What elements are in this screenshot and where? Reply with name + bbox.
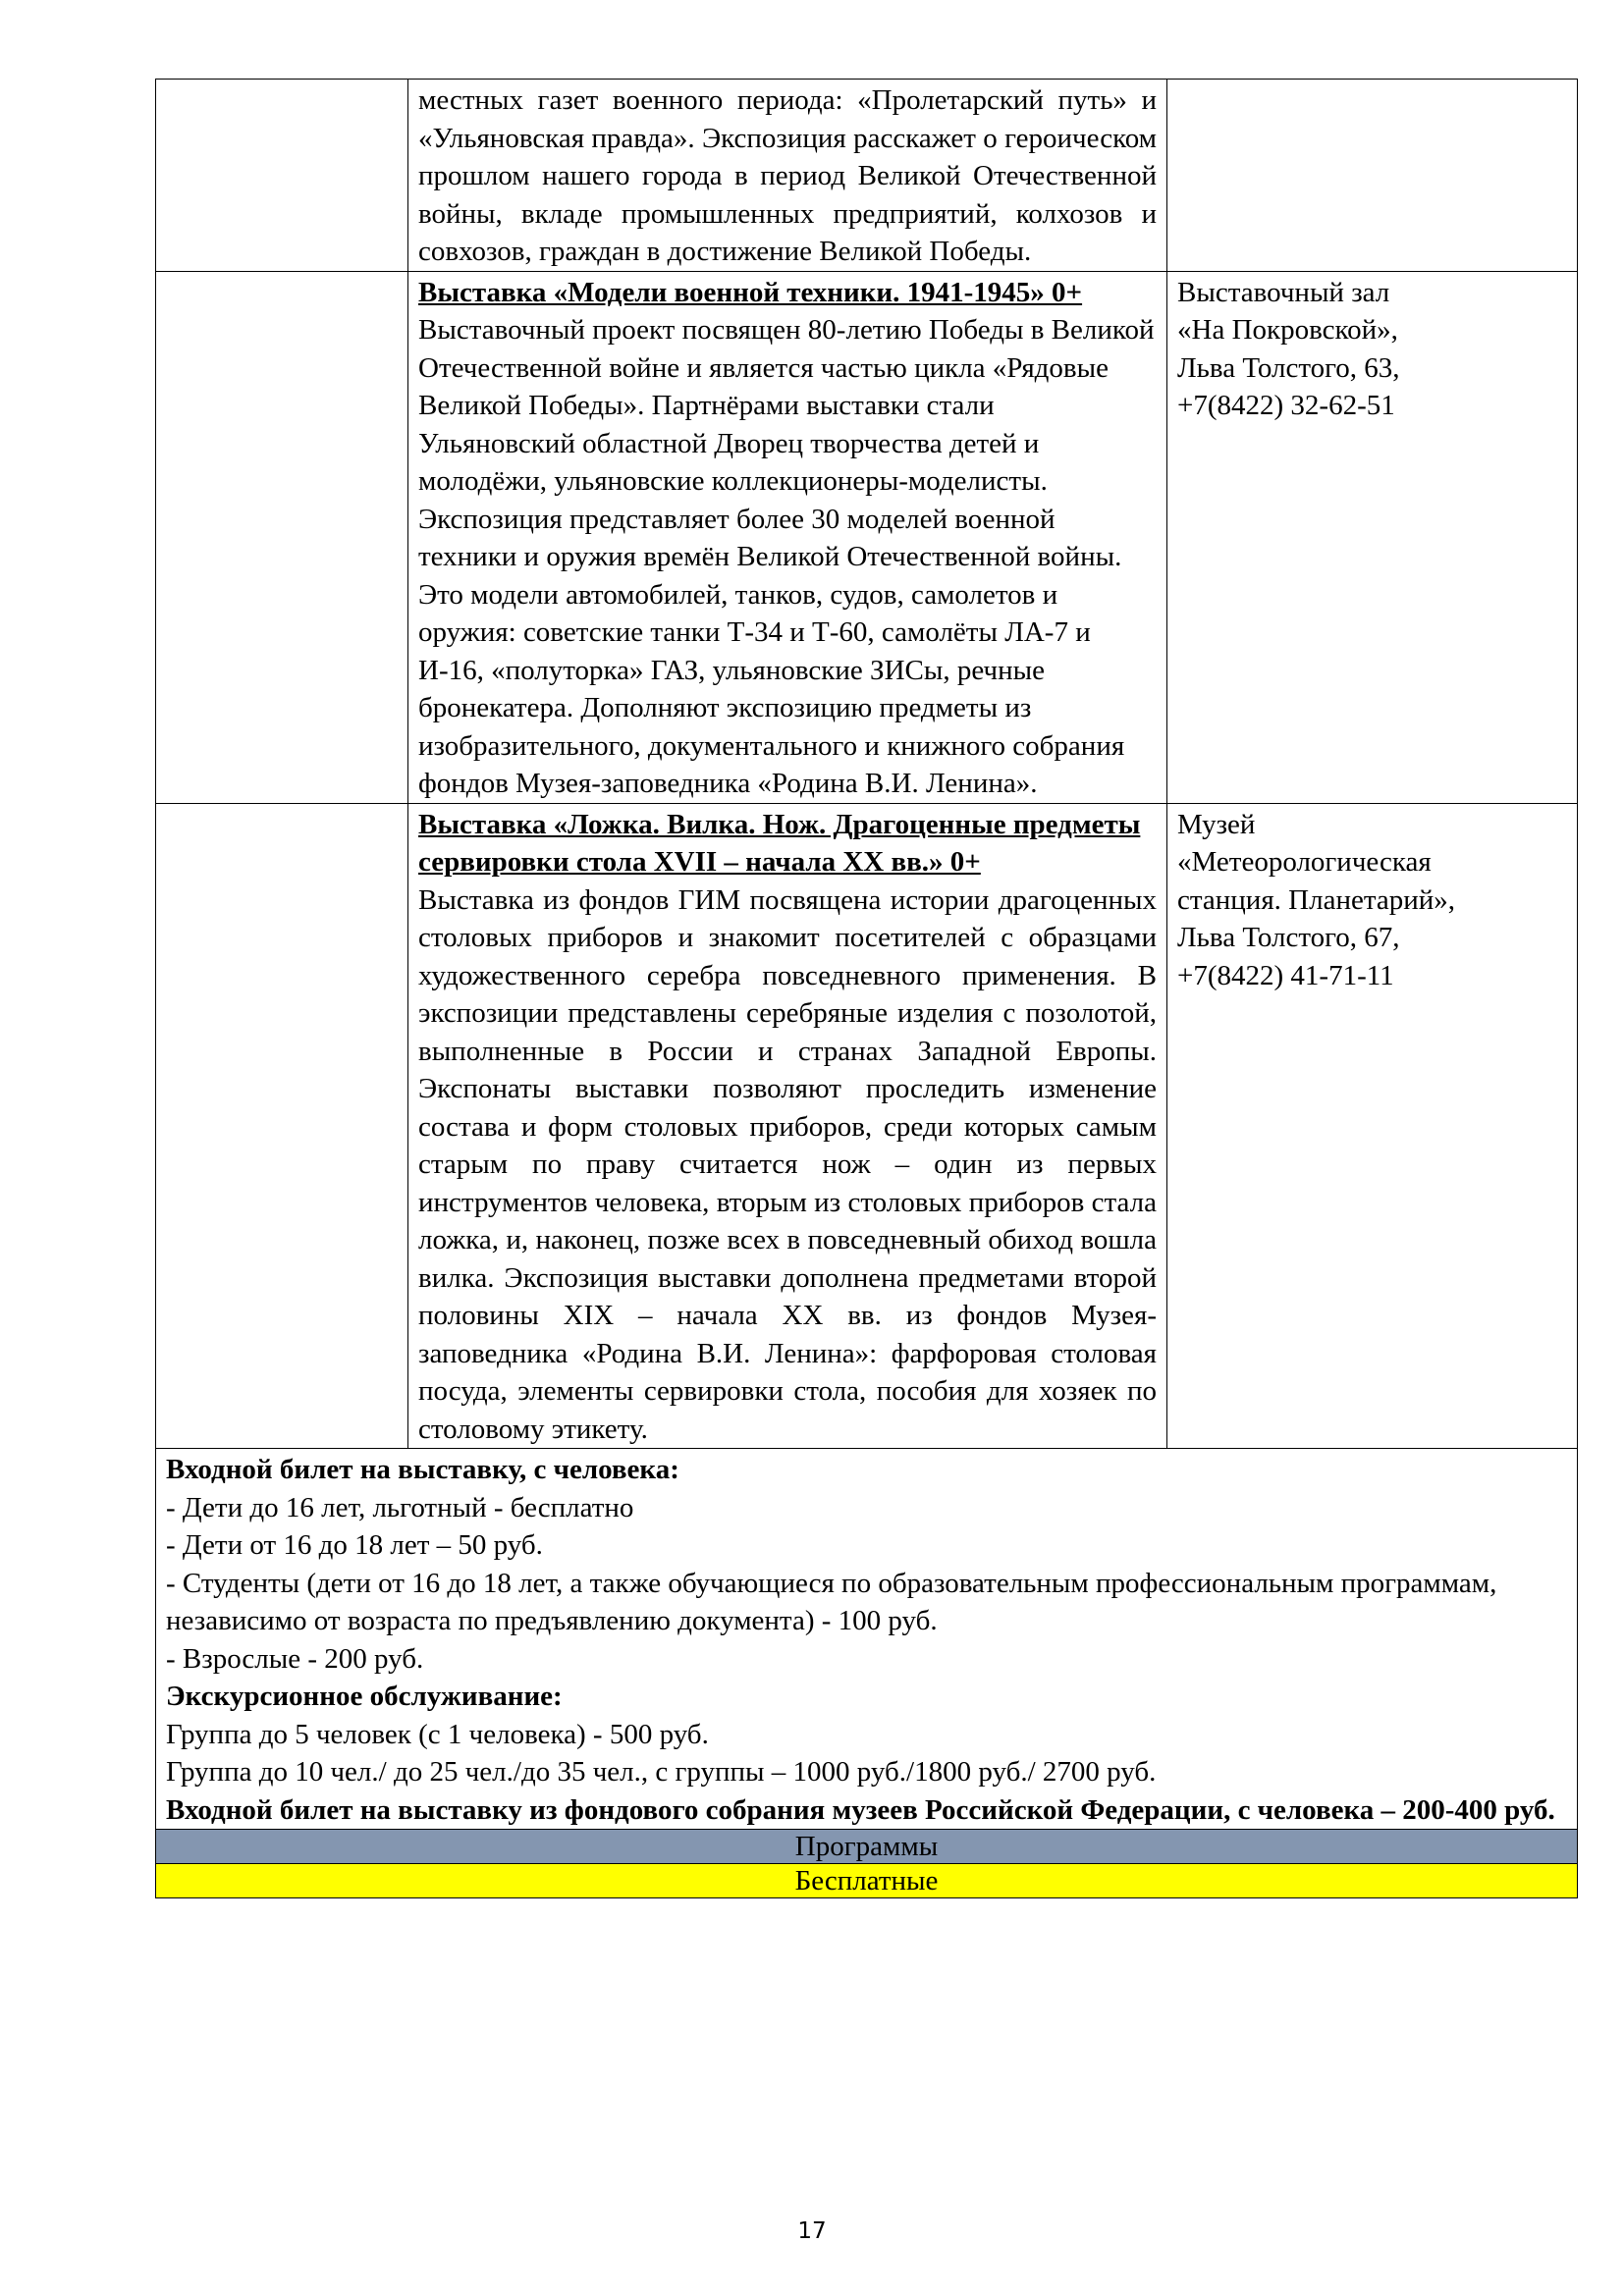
free-band-row <box>156 1864 1578 1898</box>
ticket-price-line: - Студенты (дети от 16 до 18 лет, а также обучающиеся по образовательным профессиональным программам, независимо от возраста по предъявлению документа) - 100 руб. <box>166 1567 1497 1636</box>
location-address: Льва Толстого, 63, <box>1177 351 1400 384</box>
excursion-heading: Экскурсионное обслуживание: <box>166 1681 563 1712</box>
location-phone: +7(8422) 32-62-51 <box>1177 390 1395 421</box>
free-band: Бесплатные <box>156 1864 1578 1898</box>
exhibit-title: Выставка «Модели военной техники. 1941-1945» 0+ <box>418 276 1083 308</box>
empty-cell <box>156 271 408 803</box>
ticket-price-line: - Дети до 16 лет, льготный - бесплатно <box>166 1491 634 1523</box>
programs-band-row <box>156 1830 1578 1864</box>
excursion-price-line: Группа до 10 чел./ до 25 чел./до 35 чел., с группы – 1000 руб./1800 руб./ 2700 руб. <box>166 1756 1157 1788</box>
tickets-heading: Входной билет на выставку, с человека: <box>166 1454 679 1485</box>
programs-band: Программы <box>156 1830 1578 1864</box>
location-line: Выставочный зал <box>1177 276 1390 308</box>
exhibit-title: Выставка «Ложка. Вилка. Нож. Драгоценные предметы сервировки стола XVII – начала XX вв.» 0+ <box>418 808 1141 878</box>
events-table <box>155 79 1578 1898</box>
location-phone: +7(8422) 41-71-11 <box>1177 959 1394 991</box>
table-row <box>156 271 1578 803</box>
location-line: Музей <box>1177 808 1256 840</box>
exhibit-cell <box>408 803 1167 1449</box>
tickets-row <box>156 1449 1578 1830</box>
exhibit-description: местных газет военного периода: «Пролетарский путь» и «Ульяновская правда». Экспозиция расскажет о героическом прошлом нашего города в период Великой Отечественной войны, вкладе промышленных предприятий, колхозов и совхозов, граждан в достижение Великой Победы. <box>408 80 1167 272</box>
page-number: 17 <box>797 2218 827 2244</box>
empty-cell <box>156 80 408 272</box>
table-row <box>156 803 1578 1449</box>
location-line: станция. Планетарий», <box>1177 883 1456 916</box>
location-cell <box>1167 803 1578 1449</box>
location-line: «На Покровской», <box>1177 314 1398 346</box>
excursion-price-line: Группа до 5 человек (с 1 человека) - 500 руб. <box>166 1718 709 1750</box>
location-cell <box>1167 80 1578 272</box>
ticket-price-line: - Взрослые - 200 руб. <box>166 1642 424 1675</box>
location-address: Льва Толстого, 67, <box>1177 922 1400 953</box>
exhibit-cell <box>408 271 1167 803</box>
tickets-cell <box>156 1449 1578 1830</box>
location-cell <box>1167 271 1578 803</box>
location-line: «Метеорологическая <box>1177 846 1432 878</box>
empty-cell <box>156 803 408 1449</box>
ticket-price-line: - Дети от 16 до 18 лет – 50 руб. <box>166 1529 543 1561</box>
exhibit-description: Выставка из фондов ГИМ посвящена истории драгоценных столовых приборов и знакомит посетителей с образцами художественного серебра повседневного применения. В экспозиции представлены серебряные изделия с позолотой, выполненные в России и странах Западной Европы. Экспонаты выставки позволяют проследить изменение состава и форм столовых приборов, среди которых самым старым по праву считается нож – один из первых инструментов человека, вторым из столовых приборов стала ложка, и, наконец, позже всех в повседневный обиход вошла вилка. Экспозиция выставки дополнена предметами второй половины XIX – начала XX вв. из фондов Музея-заповедника «Родина В.И. Ленина»: фарфоровая столовая посуда, элементы сервировки стола, пособия для хозяек по столовому этикету. <box>418 883 1157 1445</box>
table-row <box>156 80 1578 272</box>
federal-ticket-note: Входной билет на выставку из фондового собрания музеев Российской Федерации, с человека – 200-400 руб. <box>166 1793 1555 1826</box>
exhibit-description: Выставочный проект посвящен 80-летию Победы в Великой Отечественной войне и является частью цикла «Рядовые Великой Победы». Партнёрами выставки стали Ульяновский областной Дворец творчества детей и молодёжи, ульяновские коллекционеры-моделисты. Экспозиция представляет более 30 моделей военной техники и оружия времён Великой Отечественной войны. Это модели автомобилей, танков, судов, самолетов и оружия: советские танки Т-34 и Т-60, самолёты ЛА-7 и И-16, «полуторка» ГАЗ, ульяновские ЗИСы, речные бронекатера. Дополняют экспозицию предметы из изобразительного, документального и книжного собрания фондов Музея-заповедника «Родина В.И. Ленина». <box>418 314 1155 799</box>
